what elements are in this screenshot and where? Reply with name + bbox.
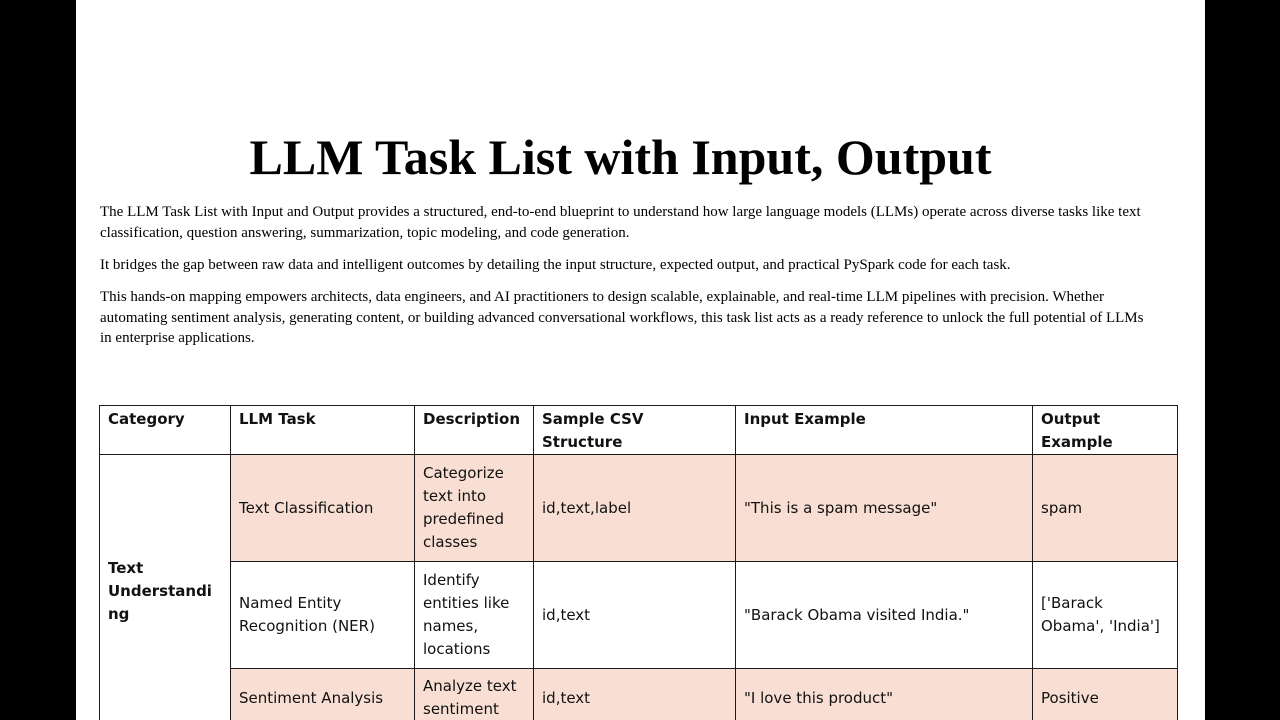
- table-header-row: [100, 406, 1178, 455]
- intro-paragraph: The LLM Task List with Input and Output provides a structured, end-to-end blueprint to understand how large language models (LLMs) operate across diverse tasks like text classification, question answering, summarization, topic modeling, and code generation.: [100, 204, 1141, 241]
- table-row: [100, 455, 1178, 562]
- header-csv-structure: Sample CSV Structure: [534, 406, 736, 455]
- bridge-paragraph: It bridges the gap between raw data and intelligent outcomes by detailing the input structure, expected output, and practical PySpark code for each task.: [100, 257, 1011, 273]
- task-cell: Sentiment Analysis: [231, 669, 415, 720]
- table-row: [100, 562, 1178, 669]
- header-llm-task: LLM Task: [231, 406, 415, 455]
- csv-cell: id,text: [534, 562, 736, 669]
- output-cell: ['Barack Obama', 'India']: [1033, 562, 1178, 669]
- category-cell: Text Understanding: [100, 455, 231, 720]
- csv-cell: id,text: [534, 669, 736, 720]
- header-input-example: Input Example: [736, 406, 1033, 455]
- output-cell: spam: [1033, 455, 1178, 562]
- table-row: [100, 669, 1178, 720]
- description-cell: Categorize text into predefined classes: [415, 455, 534, 562]
- usage-paragraph: This hands-on mapping empowers architects, data engineers, and AI practitioners to design scalable, explainable, and real-time LLM pipelines with precision. Whether automating sentiment analysis, generating content, or building advanced conversational workflows, this task list acts as a ready reference to unlock the full potential of LLMs in enterprise applications.: [100, 289, 1144, 346]
- header-category: Category: [100, 406, 231, 455]
- task-cell: Named Entity Recognition (NER): [231, 562, 415, 669]
- header-description: Description: [415, 406, 534, 455]
- description-cell: Analyze text sentiment: [415, 669, 534, 720]
- csv-cell: id,text,label: [534, 455, 736, 562]
- input-cell: "This is a spam message": [736, 455, 1033, 562]
- output-cell: Positive: [1033, 669, 1178, 720]
- input-cell: "I love this product": [736, 669, 1033, 720]
- document-page: [76, 0, 1205, 720]
- header-output-example: Output Example: [1033, 406, 1178, 455]
- task-cell: Text Classification: [231, 455, 415, 562]
- input-cell: "Barack Obama visited India.": [736, 562, 1033, 669]
- task-table: [99, 405, 1178, 720]
- page-title: LLM Task List with Input, Output: [249, 129, 992, 185]
- description-cell: Identify entities like names, locations: [415, 562, 534, 669]
